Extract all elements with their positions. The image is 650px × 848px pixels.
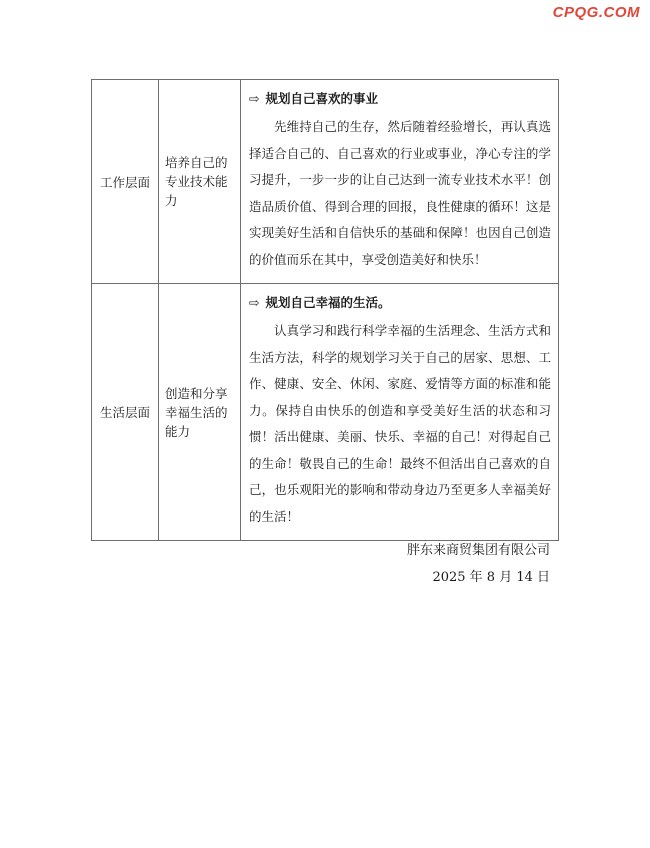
planning-table [91, 79, 559, 541]
site-watermark: CPQG.COM [552, 4, 640, 21]
company-signature: 胖东来商贸集团有限公司 [406, 543, 550, 558]
ability-cell: 培养自己的专业技术能力 [159, 80, 241, 284]
table-row-work [92, 80, 559, 284]
section-heading [249, 293, 551, 313]
content-cell [241, 284, 559, 541]
arrow-right-icon: ⇨ [249, 91, 260, 106]
heading-text: 规划自己幸福的生活。 [265, 295, 391, 310]
table-row-life [92, 284, 559, 541]
section-heading [249, 89, 551, 109]
level-cell: 工作层面 [92, 80, 159, 284]
section-body: 认真学习和践行科学幸福的生活理念、生活方式和生活方法，科学的规划学习关于自己的居家、思想、工作、健康、安全、休闲、家庭、爱情等方面的标准和能力。保持自由快乐的创造和享受美好生活的状态和习惯！活出健康、美丽、快乐、幸福的自己！对得起自己的生命！敬畏自己的生命！最终不但活出自己喜欢的自己，也乐观阳光的影响和带动身边乃至更多人幸福美好的生活！ [249, 323, 551, 524]
heading-text: 规划自己喜欢的事业 [265, 91, 378, 106]
ability-cell: 创造和分享幸福生活的能力 [159, 284, 241, 541]
signature-date: 2025 年 8 月 14 日 [432, 570, 550, 585]
content-cell [241, 80, 559, 284]
level-cell: 生活层面 [92, 284, 159, 541]
section-body: 先维持自己的生存，然后随着经验增长，再认真选择适合自己的、自己喜欢的行业或事业，净心专注的学习提升，一步一步的让自己达到一流专业技术水平！创造品质价值、得到合理的回报，良性健康的循环！这是实现美好生活和自信快乐的基础和保障！也因自己创造的价值而乐在其中，享受创造美好和快乐！ [249, 119, 551, 267]
arrow-right-icon: ⇨ [249, 295, 260, 310]
